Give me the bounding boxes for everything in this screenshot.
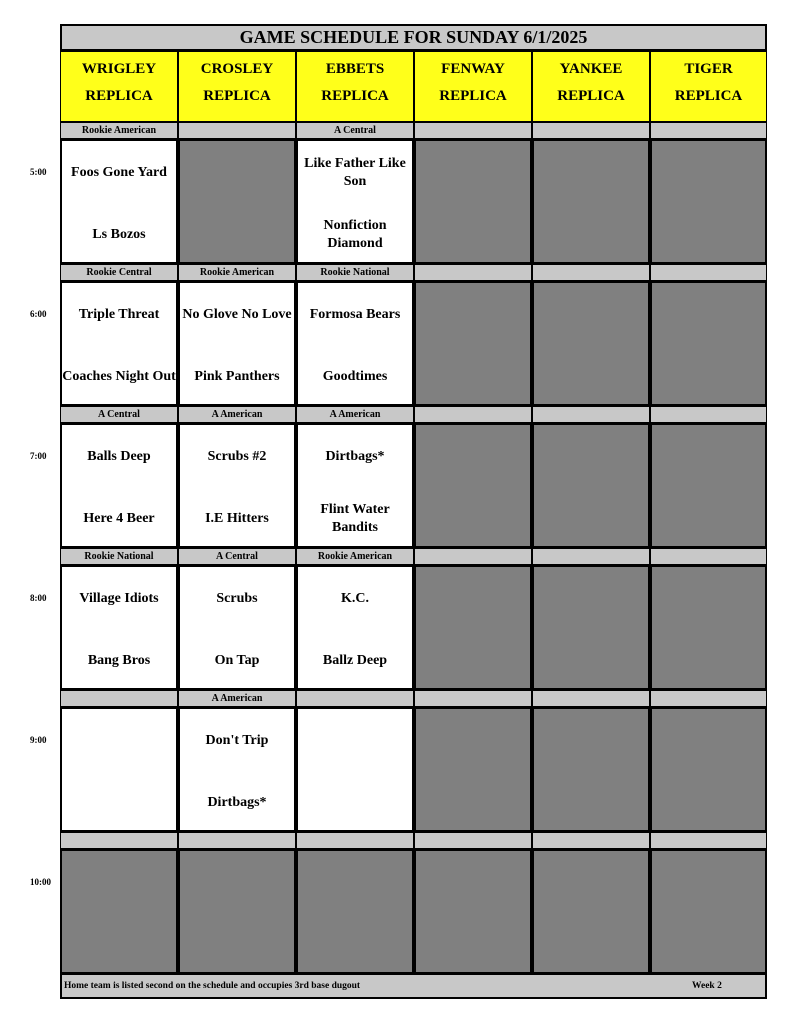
game-cell (296, 565, 414, 690)
away-team: Foos Gone Yard (71, 165, 167, 180)
time-label: 9:00 (30, 735, 47, 745)
field-header-tiger (650, 51, 767, 122)
division-label (532, 122, 650, 139)
division-label: Rookie American (60, 122, 178, 139)
game-cell (296, 139, 414, 264)
division-label (650, 690, 767, 707)
division-label: Rookie National (296, 264, 414, 281)
field-header-fenway (414, 51, 532, 122)
empty-slot (650, 139, 767, 264)
away-team: Scrubs #2 (207, 449, 267, 464)
home-team: Nonfiction Diamond (323, 218, 387, 251)
away-team: Balls Deep (87, 449, 151, 464)
home-team: Coaches Night Out (62, 369, 176, 384)
empty-slot (650, 423, 767, 548)
home-team: Here 4 Beer (83, 511, 155, 526)
division-label: A American (178, 406, 296, 423)
division-label (650, 548, 767, 565)
division-label: A Central (178, 548, 296, 565)
empty-slot (532, 423, 650, 548)
empty-slot (414, 565, 532, 690)
field-header-crosley (178, 51, 296, 122)
time-label: 10:00 (30, 877, 51, 887)
division-label (296, 832, 414, 849)
empty-slot (414, 707, 532, 832)
division-label (414, 406, 532, 423)
empty-slot (60, 849, 178, 974)
division-label: Rookie American (296, 548, 414, 565)
game-cell (60, 423, 178, 548)
division-label (414, 548, 532, 565)
home-team: Goodtimes (322, 369, 388, 384)
home-team: On Tap (214, 653, 260, 668)
empty-slot (414, 281, 532, 406)
home-team: Dirtbags* (207, 795, 267, 810)
division-label (532, 690, 650, 707)
home-team: Ls Bozos (92, 227, 146, 242)
empty-slot (532, 707, 650, 832)
field-type: REPLICA (203, 88, 271, 104)
field-header-yankee (532, 51, 650, 122)
empty-slot (532, 565, 650, 690)
division-label: Rookie National (60, 548, 178, 565)
empty-slot (532, 281, 650, 406)
empty-slot (650, 849, 767, 974)
home-team: Pink Panthers (194, 369, 280, 384)
division-label (532, 406, 650, 423)
game-cell (60, 139, 178, 264)
away-team: K.C. (341, 591, 369, 606)
division-label: A Central (296, 122, 414, 139)
division-label (60, 832, 178, 849)
time-label: 6:00 (30, 309, 47, 319)
division-label (178, 122, 296, 139)
field-name: EBBETS (325, 61, 385, 77)
division-label (296, 690, 414, 707)
away-team: Triple Threat (78, 307, 160, 322)
home-team: Ballz Deep (322, 653, 388, 668)
away-team: Don't Trip (205, 733, 269, 748)
field-type: REPLICA (439, 88, 507, 104)
field-header-wrigley (60, 51, 178, 122)
division-label: A American (296, 406, 414, 423)
division-label: A American (178, 690, 296, 707)
division-label (414, 832, 532, 849)
empty-slot (532, 849, 650, 974)
away-team: Dirtbags* (325, 449, 385, 464)
empty-slot (650, 707, 767, 832)
field-type: REPLICA (85, 88, 153, 104)
division-label: Rookie Central (60, 264, 178, 281)
empty-slot (650, 565, 767, 690)
time-label: 5:00 (30, 167, 47, 177)
empty-slot (650, 281, 767, 406)
empty-slot (296, 849, 414, 974)
empty-slot (532, 139, 650, 264)
time-label: 7:00 (30, 451, 47, 461)
division-label (650, 264, 767, 281)
home-team: I.E Hitters (205, 511, 269, 526)
field-type: REPLICA (321, 88, 389, 104)
game-cell (178, 423, 296, 548)
away-team: Village Idiots (79, 591, 159, 606)
empty-slot (178, 849, 296, 974)
field-header-ebbets (296, 51, 414, 122)
field-name: WRIGLEY (81, 61, 157, 77)
time-label: 8:00 (30, 593, 47, 603)
game-cell (178, 565, 296, 690)
division-label: A Central (60, 406, 178, 423)
game-cell (178, 281, 296, 406)
division-label (532, 264, 650, 281)
empty-slot (178, 139, 296, 264)
empty-slot (414, 849, 532, 974)
field-name: YANKEE (559, 61, 623, 77)
division-label (650, 406, 767, 423)
away-team: Formosa Bears (309, 307, 401, 322)
division-label (650, 832, 767, 849)
home-team: Flint Water Bandits (320, 502, 390, 535)
field-type: REPLICA (674, 88, 743, 104)
division-label (178, 832, 296, 849)
home-team-note: Home team is listed second on the schedule and occupies 3rd base dugout (64, 981, 361, 991)
game-cell (60, 565, 178, 690)
field-type: REPLICA (557, 88, 625, 104)
away-team: Scrubs (216, 591, 258, 606)
game-cell (60, 281, 178, 406)
division-label (650, 122, 767, 139)
division-label (532, 548, 650, 565)
game-cell (296, 707, 414, 832)
footer-bar (60, 973, 767, 999)
empty-slot (414, 139, 532, 264)
away-team: Like Father Like Son (304, 156, 406, 189)
game-cell (296, 423, 414, 548)
division-label (532, 832, 650, 849)
field-name: FENWAY (441, 61, 505, 77)
page-title: GAME SCHEDULE FOR SUNDAY 6/1/2025 (60, 24, 767, 51)
division-label (414, 264, 532, 281)
field-name: TIGER (684, 61, 733, 77)
game-cell (60, 707, 178, 832)
home-team: Bang Bros (87, 653, 151, 668)
division-label: Rookie American (178, 264, 296, 281)
empty-slot (414, 423, 532, 548)
division-label (414, 122, 532, 139)
field-name: CROSLEY (200, 61, 274, 77)
week-label: Week 2 (692, 981, 722, 991)
game-cell (296, 281, 414, 406)
division-label (60, 690, 178, 707)
division-label (414, 690, 532, 707)
game-cell (178, 707, 296, 832)
away-team: No Glove No Love (182, 307, 292, 322)
